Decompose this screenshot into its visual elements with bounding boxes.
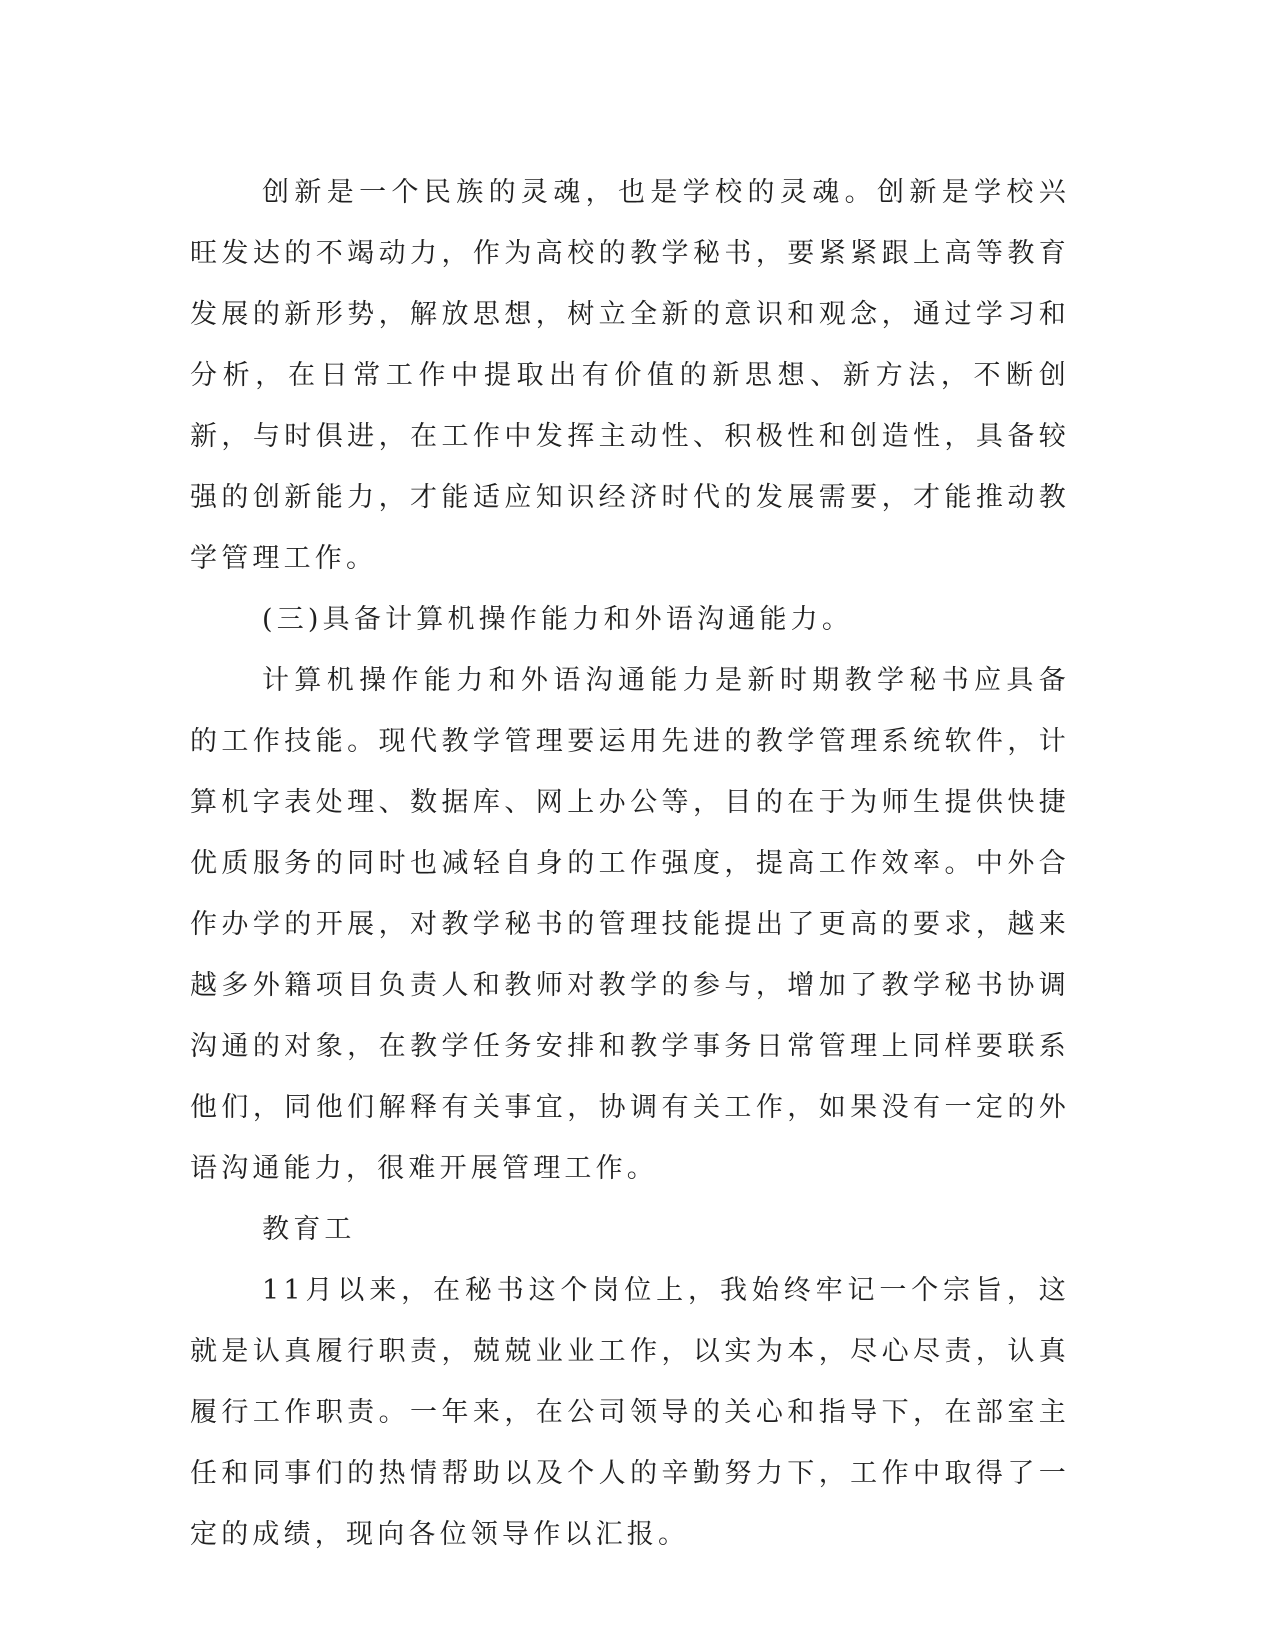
section-heading-computer-language: (三)具备计算机操作能力和外语沟通能力。 bbox=[262, 604, 854, 635]
section-heading-education: 教育工 bbox=[262, 1214, 356, 1245]
paragraph-work-report: 11月以来，在秘书这个岗位上，我始终牢记一个宗旨，这就是认真履行职责，兢兢业业工作，以实为本，尽心尽责，认真履行工作职责。一年来，在公司领导的关心和指导下，在部室主任和同事们的热情帮助以及个人的辛勤努力下，工作中取得了一定的成绩，现向各位领导作以汇报。 bbox=[190, 1275, 1070, 1550]
paragraph-innovation: 创新是一个民族的灵魂，也是学校的灵魂。创新是学校兴旺发达的不竭动力，作为高校的教学秘书，要紧紧跟上高等教育发展的新形势，解放思想，树立全新的意识和观念，通过学习和分析，在日常工作中提取出有价值的新思想、新方法，不断创新，与时俱进，在工作中发挥主动性、积极性和创造性，具备较强的创新能力，才能适应知识经济时代的发展需要，才能推动教学管理工作。 bbox=[190, 177, 1070, 574]
paragraph-computer-language-skills: 计算机操作能力和外语沟通能力是新时期教学秘书应具备的工作技能。现代教学管理要运用先进的教学管理系统软件，计算机字表处理、数据库、网上办公等，目的在于为师生提供快捷优质服务的同时也减轻自身的工作强度，提高工作效率。中外合作办学的开展，对教学秘书的管理技能提出了更高的要求，越来越多外籍项目负责人和教师对教学的参与，增加了教学秘书协调沟通的对象，在教学任务安排和教学事务日常管理上同样要联系他们，同他们解释有关事宜，协调有关工作，如果没有一定的外语沟通能力，很难开展管理工作。 bbox=[190, 665, 1070, 1184]
document-page bbox=[190, 162, 1070, 1565]
